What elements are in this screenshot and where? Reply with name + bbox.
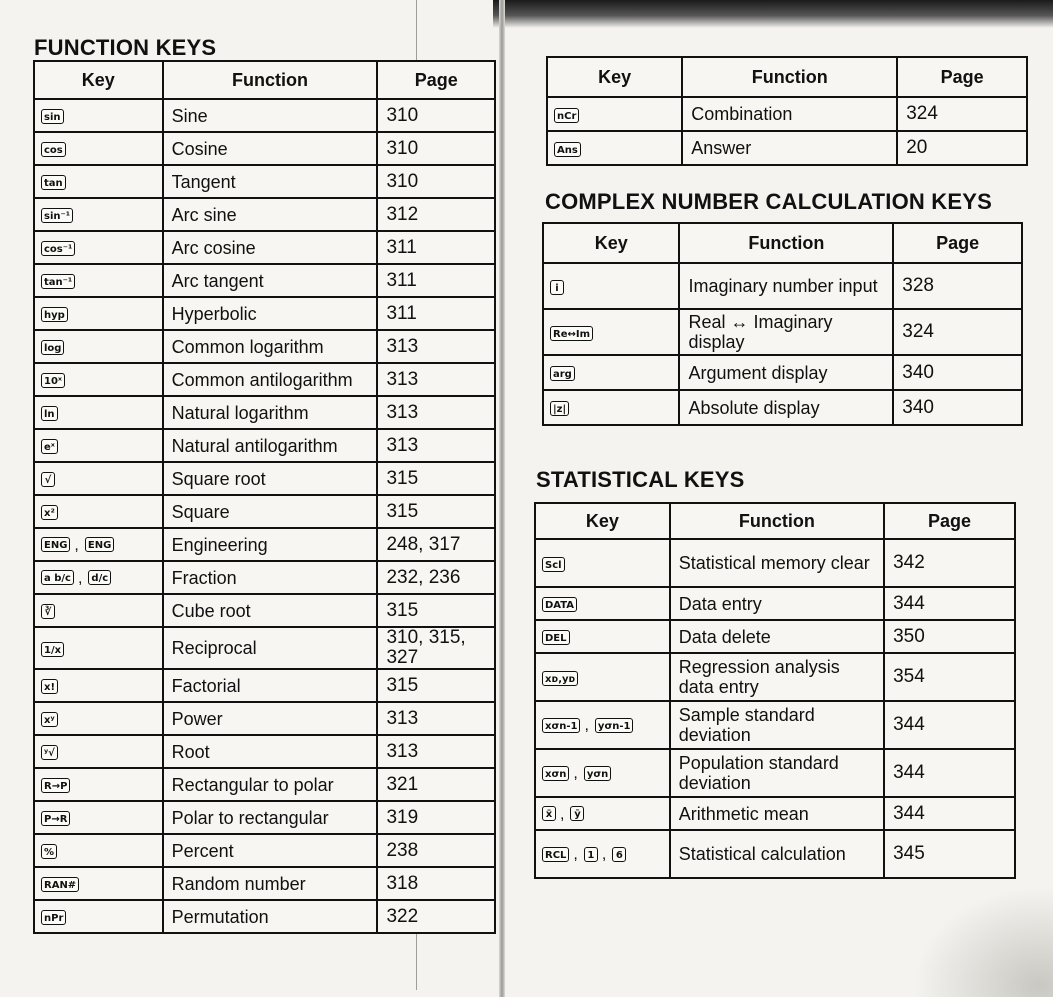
calculator-key-icon: P→R [41, 811, 70, 826]
function-cell: Rectangular to polar [163, 768, 378, 801]
calculator-key-icon: x² [41, 505, 58, 520]
function-cell: Population standard deviation [670, 749, 884, 797]
calculator-key-icon: sin⁻¹ [41, 208, 73, 223]
page-cell: 248, 317 [377, 528, 495, 561]
page-cell: 310 [377, 132, 495, 165]
function-cell: Statistical memory clear [670, 539, 884, 587]
key-cell [34, 627, 163, 669]
table-row [547, 97, 1027, 131]
table-header-row [535, 503, 1015, 539]
function-cell: Tangent [163, 165, 378, 198]
table-row [34, 132, 495, 165]
table-row [535, 653, 1015, 701]
calculator-key-icon: ENG [41, 537, 70, 552]
statistical-keys-title: STATISTICAL KEYS [536, 467, 745, 492]
table-row [34, 495, 495, 528]
table-row [34, 867, 495, 900]
function-cell: Permutation [163, 900, 378, 933]
key-cell [34, 594, 163, 627]
page-cell: 311 [377, 264, 495, 297]
calculator-key-icon: xσn-1 [542, 718, 580, 733]
header-key: Key [34, 61, 163, 99]
key-cell [34, 231, 163, 264]
function-cell: Cube root [163, 594, 378, 627]
page-cell: 340 [893, 390, 1022, 425]
page-cell: 324 [897, 97, 1027, 131]
table-row [535, 587, 1015, 620]
function-cell: Natural antilogarithm [163, 429, 378, 462]
function-cell: Imaginary number input [679, 263, 893, 309]
key-cell [34, 669, 163, 702]
function-cell: Arc sine [163, 198, 378, 231]
page-cell: 312 [377, 198, 495, 231]
page-cell: 319 [377, 801, 495, 834]
table-row [34, 702, 495, 735]
table-row [34, 462, 495, 495]
complex-keys-table [542, 222, 1023, 426]
page-cell: 310 [377, 99, 495, 132]
function-cell: Natural logarithm [163, 396, 378, 429]
calculator-key-icon: d/c [88, 570, 111, 585]
function-keys-title: FUNCTION KEYS [34, 35, 217, 60]
key-cell [543, 309, 679, 355]
table-row [547, 131, 1027, 165]
function-cell: Sine [163, 99, 378, 132]
function-cell: Arithmetic mean [670, 797, 884, 830]
calculator-key-icon: DEL [542, 630, 570, 645]
page-cell: 313 [377, 396, 495, 429]
key-cell [547, 97, 682, 131]
calculator-key-icon: cos⁻¹ [41, 241, 75, 256]
page-cell: 321 [377, 768, 495, 801]
page-cell: 340 [893, 355, 1022, 390]
calculator-key-icon: 1 [584, 847, 598, 862]
function-cell: Reciprocal [163, 627, 378, 669]
key-cell [34, 429, 163, 462]
page-cell: 315 [377, 495, 495, 528]
calculator-key-icon: Re↔Im [550, 326, 593, 341]
page-cell: 313 [377, 330, 495, 363]
header-page: Page [377, 61, 495, 99]
key-cell [34, 330, 163, 363]
key-separator: , [573, 765, 578, 782]
table-header-row [547, 57, 1027, 97]
misc-keys-table [546, 56, 1028, 166]
table-row [34, 900, 495, 933]
calculator-key-icon: ln [41, 406, 58, 421]
key-cell [34, 165, 163, 198]
key-cell [535, 797, 670, 830]
table-row [34, 198, 495, 231]
key-separator: , [573, 846, 578, 863]
function-cell: Root [163, 735, 378, 768]
key-cell [34, 528, 163, 561]
table-row [543, 390, 1022, 425]
header-page: Page [884, 503, 1015, 539]
function-cell: Power [163, 702, 378, 735]
key-cell [547, 131, 682, 165]
key-cell [34, 396, 163, 429]
book-gutter [499, 0, 505, 997]
calculator-key-icon: cos [41, 142, 66, 157]
function-cell: Fraction [163, 561, 378, 594]
calculator-key-icon: ∛ [41, 604, 55, 619]
calculator-key-icon: xᴅ,yᴅ [542, 671, 578, 686]
calculator-key-icon: hyp [41, 307, 68, 322]
page-cell: 311 [377, 231, 495, 264]
function-cell: Common logarithm [163, 330, 378, 363]
table-row [34, 594, 495, 627]
calculator-key-icon: ENG [85, 537, 114, 552]
calculator-key-icon: Ans [554, 142, 581, 157]
key-cell [34, 867, 163, 900]
table-row [535, 830, 1015, 878]
table-row [34, 801, 495, 834]
header-page: Page [897, 57, 1027, 97]
page-cell: 344 [884, 587, 1015, 620]
table-header-row [543, 223, 1022, 263]
function-cell: Factorial [163, 669, 378, 702]
header-function: Function [163, 61, 378, 99]
key-cell [535, 620, 670, 653]
page-cell: 313 [377, 363, 495, 396]
key-cell [34, 900, 163, 933]
key-cell [535, 653, 670, 701]
key-cell [543, 263, 679, 309]
function-cell: Real ↔ Imaginary display [679, 309, 893, 355]
calculator-key-icon: yσn-1 [595, 718, 634, 733]
calculator-key-icon: RAN# [41, 877, 79, 892]
key-separator: , [584, 717, 589, 734]
header-key: Key [535, 503, 670, 539]
page-cell: 310 [377, 165, 495, 198]
page-cell: 342 [884, 539, 1015, 587]
header-page: Page [893, 223, 1022, 263]
function-cell: Engineering [163, 528, 378, 561]
function-cell: Square root [163, 462, 378, 495]
function-cell: Percent [163, 834, 378, 867]
key-cell [34, 363, 163, 396]
page-cell: 344 [884, 797, 1015, 830]
table-row [535, 620, 1015, 653]
calculator-key-icon: yσn [584, 766, 611, 781]
function-keys-table [33, 60, 496, 934]
function-cell: Argument display [679, 355, 893, 390]
function-cell: Answer [682, 131, 897, 165]
table-row [535, 539, 1015, 587]
page-cell: 20 [897, 131, 1027, 165]
function-cell: Regression analysis data entry [670, 653, 884, 701]
function-cell: Arc tangent [163, 264, 378, 297]
header-function: Function [670, 503, 884, 539]
calculator-key-icon: arg [550, 366, 575, 381]
calculator-key-icon: log [41, 340, 64, 355]
page-cell: 318 [377, 867, 495, 900]
function-cell: Absolute display [679, 390, 893, 425]
key-cell [34, 264, 163, 297]
page-cell: 313 [377, 702, 495, 735]
page-cell: 350 [884, 620, 1015, 653]
calculator-key-icon: ȳ [570, 806, 584, 821]
calculator-key-icon: eˣ [41, 439, 58, 454]
key-cell [34, 735, 163, 768]
complex-keys-title: COMPLEX NUMBER CALCULATION KEYS [545, 189, 993, 214]
table-row [535, 749, 1015, 797]
key-cell [535, 749, 670, 797]
table-row [34, 429, 495, 462]
table-row [535, 797, 1015, 830]
function-cell: Square [163, 495, 378, 528]
calculator-key-icon: RCL [542, 847, 569, 862]
key-cell [34, 561, 163, 594]
calculator-key-icon: sin [41, 109, 64, 124]
header-function: Function [679, 223, 893, 263]
table-row [543, 263, 1022, 309]
table-row [535, 701, 1015, 749]
table-row [34, 297, 495, 330]
table-row [34, 165, 495, 198]
calculator-key-icon: x̄ [542, 806, 556, 821]
key-separator: , [560, 805, 565, 823]
page-cell: 354 [884, 653, 1015, 701]
function-cell: Arc cosine [163, 231, 378, 264]
function-cell: Statistical calculation [670, 830, 884, 878]
calculator-key-icon: √ [41, 472, 55, 487]
table-row [34, 264, 495, 297]
page-cell: 315 [377, 669, 495, 702]
calculator-key-icon: tan⁻¹ [41, 274, 75, 289]
page-cell: 344 [884, 749, 1015, 797]
calculator-key-icon: ʸ√ [41, 745, 58, 760]
key-cell [535, 701, 670, 749]
key-cell [34, 198, 163, 231]
calculator-key-icon: |z| [550, 401, 569, 416]
key-cell [34, 834, 163, 867]
table-row [34, 669, 495, 702]
function-cell: Random number [163, 867, 378, 900]
key-separator: , [601, 846, 607, 863]
key-cell [34, 132, 163, 165]
calculator-key-icon: xσn [542, 766, 569, 781]
key-cell [34, 495, 163, 528]
table-row [34, 363, 495, 396]
table-row [543, 309, 1022, 355]
calculator-key-icon: nCr [554, 108, 579, 123]
calculator-key-icon: i [550, 280, 564, 295]
table-row [34, 561, 495, 594]
function-cell: Data delete [670, 620, 884, 653]
page-cell: 315 [377, 462, 495, 495]
calculator-key-icon: tan [41, 175, 66, 190]
calculator-key-icon: % [41, 844, 57, 859]
function-cell: Cosine [163, 132, 378, 165]
page-shadow [493, 0, 1053, 28]
page-cell: 313 [377, 735, 495, 768]
function-cell: Hyperbolic [163, 297, 378, 330]
page-cell: 322 [377, 900, 495, 933]
calculator-key-icon: DATA [542, 597, 577, 612]
calculator-key-icon: R→P [41, 778, 70, 793]
table-row [34, 834, 495, 867]
page-cell: 232, 236 [377, 561, 495, 594]
key-cell [34, 297, 163, 330]
page-cell: 311 [377, 297, 495, 330]
calculator-key-icon: x! [41, 679, 58, 694]
key-cell [34, 702, 163, 735]
calculator-key-icon: Scl [542, 557, 565, 572]
page-cell: 344 [884, 701, 1015, 749]
table-row [543, 355, 1022, 390]
key-cell [535, 587, 670, 620]
table-row [34, 735, 495, 768]
function-cell: Combination [682, 97, 897, 131]
page-cell: 328 [893, 263, 1022, 309]
table-row [34, 396, 495, 429]
key-cell [543, 390, 679, 425]
statistical-keys-table [534, 502, 1016, 879]
table-row [34, 231, 495, 264]
key-cell [34, 99, 163, 132]
page-cell: 324 [893, 309, 1022, 355]
function-cell: Data entry [670, 587, 884, 620]
table-row [34, 627, 495, 669]
table-header-row [34, 61, 495, 99]
table-row [34, 528, 495, 561]
calculator-key-icon: 6 [612, 847, 626, 862]
calculator-key-icon: nPr [41, 910, 66, 925]
table-row [34, 768, 495, 801]
page-cell: 310, 315, 327 [377, 627, 495, 669]
calculator-key-icon: 1/x [41, 642, 64, 657]
function-cell: Sample standard deviation [670, 701, 884, 749]
page-cell: 238 [377, 834, 495, 867]
page-cell: 345 [884, 830, 1015, 878]
paper-stain [913, 887, 1053, 997]
calculator-key-icon: a b/c [41, 570, 74, 585]
calculator-key-icon: 10ˣ [41, 373, 65, 388]
key-cell [535, 539, 670, 587]
key-cell [543, 355, 679, 390]
header-key: Key [543, 223, 679, 263]
header-key: Key [547, 57, 682, 97]
key-cell [535, 830, 670, 878]
function-cell: Polar to rectangular [163, 801, 378, 834]
key-cell [34, 768, 163, 801]
key-separator: , [77, 569, 83, 587]
calculator-key-icon: xʸ [41, 712, 58, 727]
page-cell: 313 [377, 429, 495, 462]
function-cell: Common antilogarithm [163, 363, 378, 396]
header-function: Function [682, 57, 897, 97]
table-row [34, 99, 495, 132]
key-cell [34, 462, 163, 495]
key-separator: , [74, 536, 79, 554]
key-cell [34, 801, 163, 834]
page-cell: 315 [377, 594, 495, 627]
table-row [34, 330, 495, 363]
